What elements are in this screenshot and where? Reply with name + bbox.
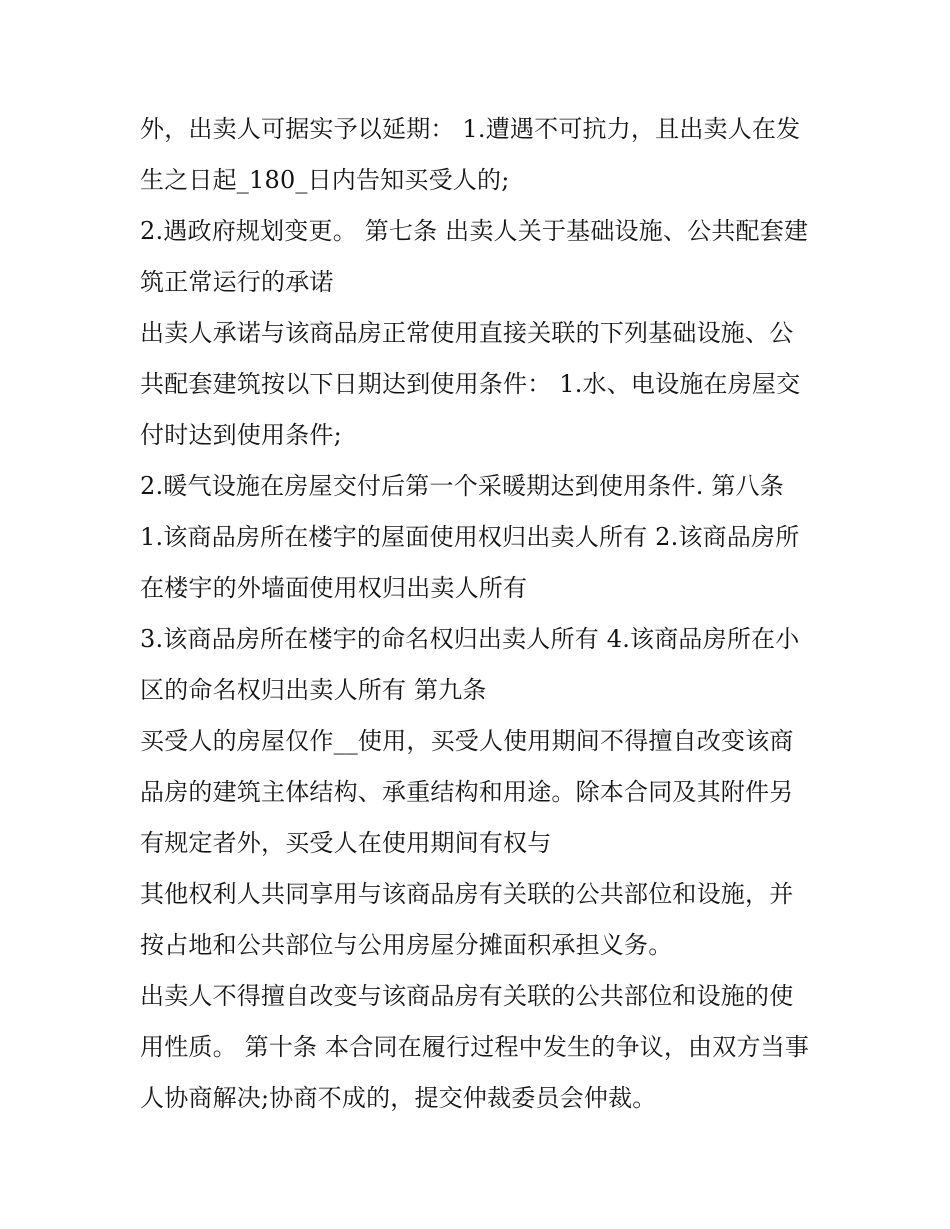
paragraph-extension: 外，出卖人可据实予以延期： 1.遭遇不可抗力，且出卖人在发生之日起_180_日内告知买受人的; [140,115,801,194]
document-page [140,104,812,1124]
paragraph-article-10: 出卖人不得擅自改变与该商品房有关联的公共部位和设施的使用性质。 第十条 本合同在履行过程中发生的争议，由双方当事人协商解决;协商不成的，提交仲裁委员会仲裁。 [140,982,810,1112]
paragraph-article-9: 买受人的房屋仅作__使用，买受人使用期间不得擅自改变该商品房的建筑主体结构、承重结构和用途。除本合同及其附件另有规定者外，买受人在使用期间有权与 [140,727,794,857]
paragraph-infrastructure: 出卖人承诺与该商品房正常使用直接关联的下列基础设施、公共配套建筑按以下日期达到使用条件： 1.水、电设施在房屋交付时达到使用条件; [140,319,801,449]
paragraph-article-8: 2.暖气设施在房屋交付后第一个采暖期达到使用条件. 第八条 1.该商品房所在楼宇的屋面使用权归出卖人所有 2.该商品房所在楼宇的外墙面使用权归出卖人所有 [140,472,800,602]
paragraph-article-7: 2.遇政府规划变更。 第七条 出卖人关于基础设施、公共配套建筑正常运行的承诺 [140,217,809,296]
paragraph-shared-facilities: 其他权利人共同享用与该商品房有关联的公共部位和设施，并按占地和公共部位与公用房屋分摊面积承担义务。 [140,880,794,959]
paragraph-naming-rights: 3.该商品房所在楼宇的命名权归出卖人所有 4.该商品房所在小区的命名权归出卖人所有 第九条 [140,625,800,704]
